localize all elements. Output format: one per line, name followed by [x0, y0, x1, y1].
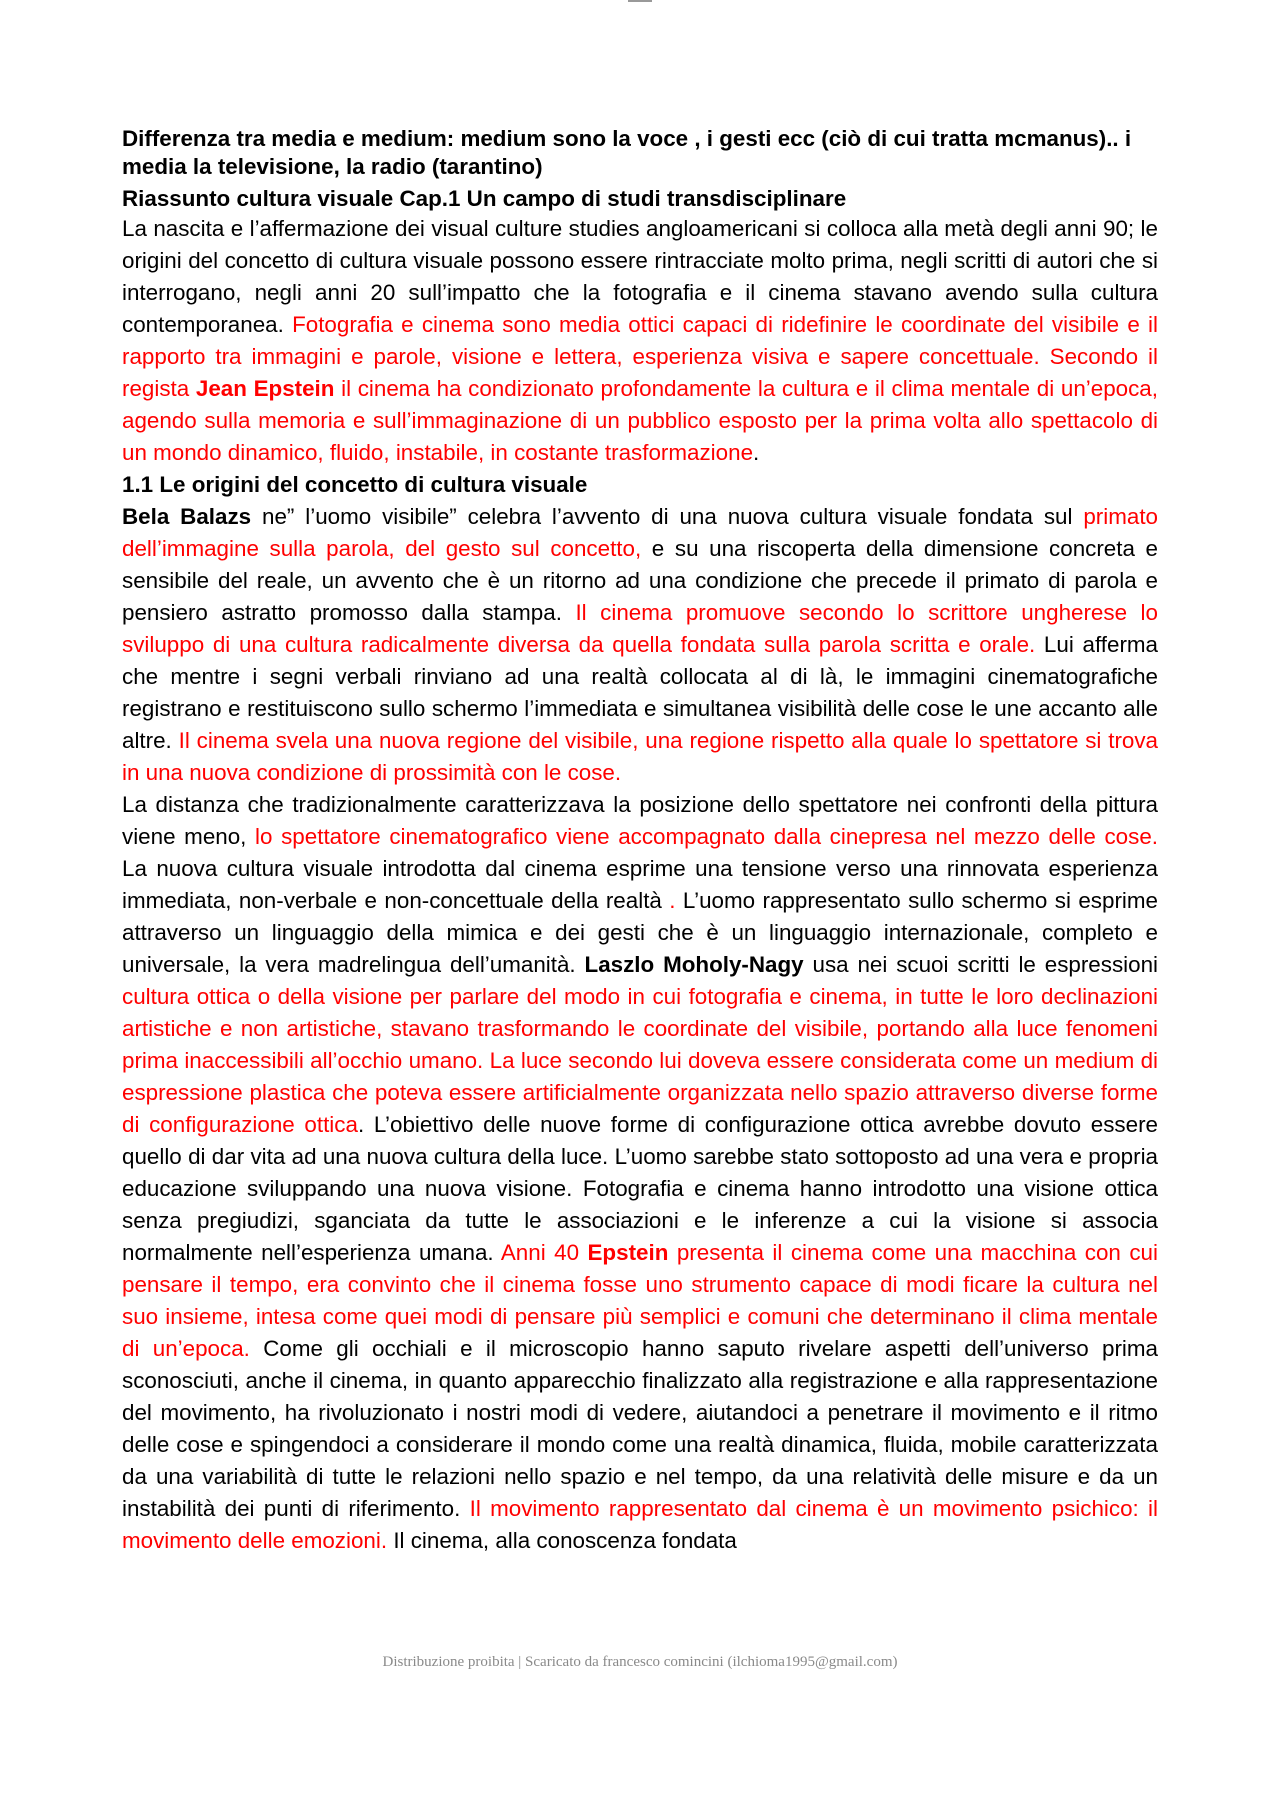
moholy-highlight: cultura ottica o della visione per parlare del modo in cui fotografia e cinema, in tutte le loro declinazioni artistiche e non artistiche, stavano trasformando le coordinate del visibile, portando alla luce fenomeni prima inaccessibili all’occhio umano. La luce secondo lui doveva essere considerata come un medium di espressione plastica che poteva essere artificialmente organizzata nello spazio attraverso diverse forme di configurazione ottica [122, 984, 1158, 1137]
spectator-text-6: Come gli occhiali e il microscopio hanno saputo rivelare aspetti dell’universo prima sconosciuti, anche il cinema, in quanto apparecchio finalizzato alla registrazione e alla rappresentazione del movimento, ha rivoluzionato i nostri modi di vedere, aiutandoci a penetrare il movimento e il ritmo delle cose e spingendoci a considerare il mondo come una realtà dinamica, fluida, mobile caratterizzata da una variabilità di tutte le relazioni nello spazio e nel tempo, da una relatività delle misure e da un instabilità dei punti di riferimento. [122, 1336, 1158, 1521]
balazs-highlight-2: Il cinema promuove secondo lo scrittore ungherese lo sviluppo di una cultura radicalmente diversa da quella fondata sulla parola scritta e orale. [122, 600, 1158, 657]
epstein-highlight-2: presenta il cinema come una macchina con cui pensare il tempo, era convinto che il cinema fosse uno strumento capace di modi ficare la cultura nel suo insieme, intesa come quei modi di pensare più semplici e comuni che determinano il clima mentale di un’epoca. [122, 1240, 1158, 1361]
spectator-text-1: La distanza che tradizionalmente caratterizzava la posizione dello spettatore nei confronti della pittura viene meno, [122, 792, 1158, 849]
paragraph-spectator [122, 789, 1158, 1557]
epstein-highlight-1: Anni 40 [500, 1240, 588, 1265]
balazs-highlight-1: primato dell’immagine sulla parola, del gesto sul concetto, [122, 504, 1158, 561]
intro-text: La nascita e l’affermazione dei visual culture studies angloamericani si colloca alla metà degli anni 90; le origini del concetto di cultura visuale possono essere rintracciate molto prima, negli scritti di autori che si interrogano, negli anni 20 sull’impatto che la fotografia e il cinema stavano avendo sulla cultura contemporanea. [122, 216, 1158, 337]
spectator-text-5: . L’obiettivo delle nuove forme di configurazione ottica avrebbe dovuto essere quello di dar vita ad una nuova cultura della luce. L’uomo sarebbe stato sottoposto ad una vera e propria educazione sviluppando una nuova visione. Fotografia e cinema hanno introdotto una visione ottica senza pregiudizi, sganciata da tutte le associazioni e le inferenze a cui la visione si associa normalmente nell’esperienza umana. [122, 1112, 1158, 1265]
paragraph-intro [122, 213, 1158, 469]
intro-highlight: Fotografia e cinema sono media ottici capaci di ridefinire le coordinate del visibile e il rapporto tra immagini e parole, visione e lettera, esperienza visiva e sapere concettuale. Secondo il regista [122, 312, 1159, 401]
intro-highlight-2: il cinema ha condizionato profondamente la cultura e il clima mentale di un’epoca, agendo sulla memoria e sull’immaginazione di un pubblico esposto per la prima volta allo spettacolo di un mondo dinamico, fluido, instabile, in costante trasformazione [122, 376, 1158, 465]
heading-chapter-1: Riassunto cultura visuale Cap.1 Un campo di studi transdisciplinare [122, 186, 847, 211]
balazs-highlight-3: Il cinema svela una nuova regione del visibile, una regione rispetto alla quale lo spettatore si trova in una nuova condizione di prossimità con le cose. [122, 728, 1159, 785]
spectator-text-4: usa nei scuoi scritti le espressioni [803, 952, 1158, 977]
name-epstein: Epstein [587, 1240, 669, 1265]
intro-end: . [753, 440, 760, 465]
movement-highlight: Il movimento rappresentato dal cinema è un movimento psichico: il movimento delle emozioni. [122, 1496, 1159, 1553]
name-jean-epstein: Jean Epstein [195, 376, 335, 401]
heading-media-medium: Differenza tra media e medium: medium sono la voce , i gesti ecc (ciò di cui tratta mcmanus).. i media la televisione, la radio (tarantino) [122, 126, 1132, 179]
spectator-red-dot: . [669, 888, 676, 913]
paragraph-balazs [122, 501, 1158, 789]
name-bela-balazs: Bela Balazs [122, 504, 252, 529]
spectator-text-2: La nuova cultura visuale introdotta dal cinema esprime una tensione verso una rinnovata esperienza immediata, non-verbale e non-concettuale della realtà [122, 856, 1158, 913]
balazs-text-2: e su una riscoperta della dimensione concreta e sensibile del reale, un avvento che è un ritorno ad una condizione che precede il primato di parola e pensiero astratto promosso dalla stampa. [122, 536, 1158, 625]
spectator-text-7: Il cinema, alla conoscenza fondata [387, 1528, 737, 1553]
document-body [122, 125, 1158, 1557]
spectator-text-3: L’uomo rappresentato sullo schermo si esprime attraverso un linguaggio della mimica e dei gesti che è un linguaggio internazionale, completo e universale, la vera madrelingua dell’umanità. [122, 888, 1158, 977]
footer-notice: Distribuzione proibita | Scaricato da francesco comincini (ilchioma1995@gmail.com) [382, 1654, 898, 1670]
spectator-highlight-1: lo spettatore cinematografico viene accompagnato dalla cinepresa nel mezzo delle cose. [255, 824, 1158, 849]
top-mark [628, 0, 652, 2]
name-moholy-nagy: Laszlo Moholy-Nagy [584, 952, 804, 977]
heading-section-1-1: 1.1 Le origini del concetto di cultura visuale [122, 472, 588, 497]
balazs-text-1: ne” l’uomo visibile” celebra l’avvento di una nuova cultura visuale fondata sul [251, 504, 1084, 529]
balazs-text-3: Lui afferma che mentre i segni verbali rinviano ad una realtà collocata al di là, le immagini cinematografiche registrano e restituiscono sullo schermo l’immediata e simultanea visibilità delle cose le une accanto alle altre. [122, 632, 1159, 753]
